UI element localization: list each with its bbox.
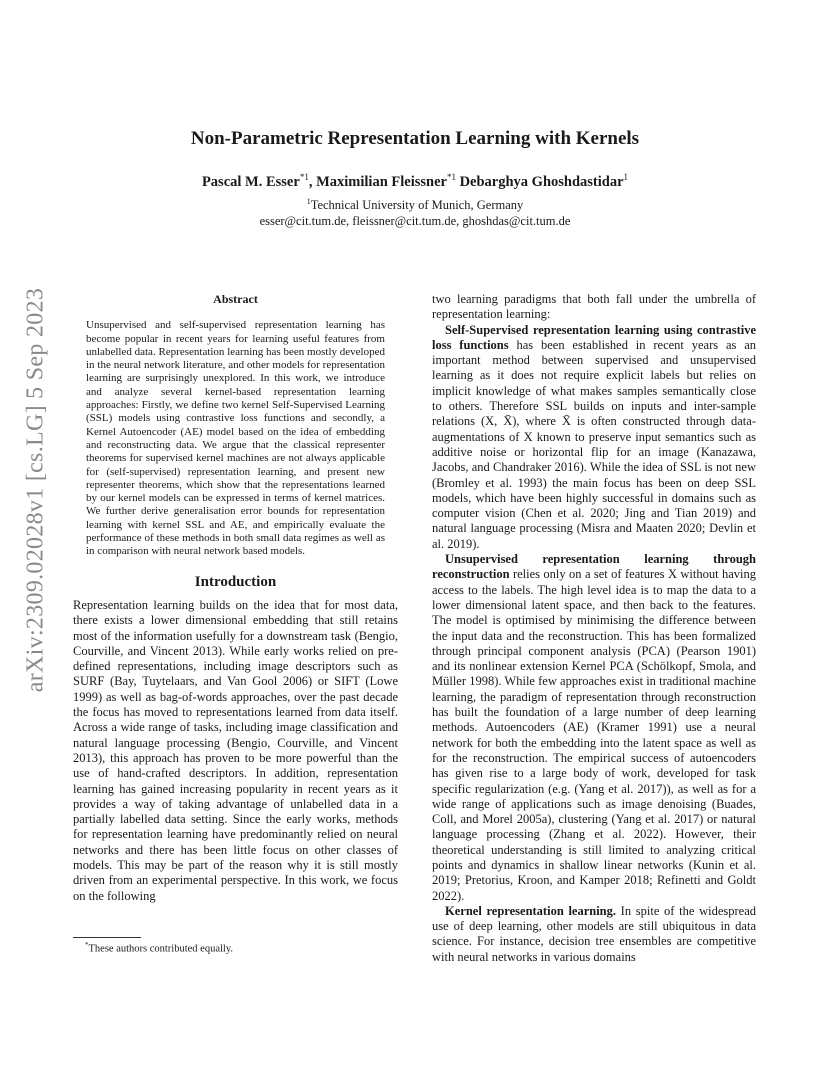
paragraph-continuation: two learning paradigms that both fall under the umbrella of representation learning: <box>432 292 756 322</box>
affiliation-text: Technical University of Munich, Germany <box>310 197 524 212</box>
affiliation-mark: 1 <box>306 196 311 206</box>
arxiv-sidebar <box>22 287 50 693</box>
footnote <box>73 941 233 955</box>
author-emails: esser@cit.tum.de, fleissner@cit.tum.de, ghoshdas@cit.tum.de <box>259 213 571 228</box>
author-name: Maximilian Fleissner <box>316 173 447 190</box>
paper-title: Non-Parametric Representation Learning with Kernels <box>190 128 640 149</box>
introduction-heading: Introduction <box>194 573 277 590</box>
abstract-text: Unsupervised and self-supervised representation learning has become popular in recent years for learning useful features from unlabelled data. Representation learning has been mostly developed in the neural network literature, and other models for representation learning are surprisingly unexplored. In this work, we introduce and analyze several kernel-based representation learning approaches: Firstly, we define two kernel Self-Supervised Learning (SSL) models using contrastive loss functions and secondly, a Kernel Autoencoder (AE) model based on the idea of embedding and reconstructing data. We argue that the classical representer theorems for supervised kernel machines are not always applicable for (self-supervised) representation learning, and present new representer theorems, which show that the representations learned by our kernel models can be expressed in terms of kernel matrices. We further derive generalisation error bounds for representation learning with kernel SSL and AE, and empirically evaluate the performance of these methods in both small data regimes as well as in comparison with neural network based models. <box>86 319 385 558</box>
paragraph-kernel <box>432 904 756 965</box>
footnote-rule <box>73 937 141 938</box>
author-name: Pascal M. Esser <box>201 173 300 190</box>
abstract-heading: Abstract <box>213 292 258 306</box>
footnote-text: These authors contributed equally. <box>88 943 234 955</box>
author-list: Pascal M. Esser$^{*1}$, Maximilian Fleissner$^{*1}$ Debarghya Ghoshdastidar$^1$ <box>201 172 629 190</box>
paragraph-ssl <box>432 323 756 552</box>
ssl-text: has been established in recent years as an important method between supervised and unsupervised learning as it does not require explicit labels but relies on implicit knowledge of what makes samples semantically close to others. Therefore SSL builds on inputs and inter-sample relations (X, X̄), where X̄ is often constructed through data-augmentations of X known to preserve input semantics such as additive noise or horizontal flip for an image (Kanazawa, Jacobs, and Chandraker 2016). While the idea of SSL is not new (Bromley et al. 1993) the main focus has been on deep SSL models, which have been highly successful in domains such as computer vision (Chen et al. 2020; Jing and Tian 2019) and natural language processing (Misra and Maaten 2020; Devlin et al. 2019). <box>432 337 756 551</box>
title-block <box>70 128 760 229</box>
paragraph-unsupervised <box>432 552 756 904</box>
kernel-heading: Kernel representation learning. <box>445 903 617 918</box>
author-name: Debarghya Ghoshdastidar <box>459 173 624 190</box>
kernel-text: In spite of the widespread use of deep learning, other models are still ubiquitous in data science. For instance, decision tree ensembles are competitive with neural networks in various domains <box>432 903 756 964</box>
left-column <box>73 292 398 904</box>
author-mark: *1 <box>299 172 309 182</box>
author-mark: *1 <box>446 172 456 182</box>
ssl-heading: Self-Supervised representation learning using contrastive loss functions <box>432 322 756 352</box>
introduction-paragraph: Representation learning builds on the idea that for most data, there exists a lower dimensional embedding that still retains most of the information usefully for a downstream task (Bengio, Courville, and Vincent 2013). While early works relied on pre-defined representations, including image descriptors such as SURF (Bay, Tuytelaars, and Van Gool 2006) or SIFT (Lowe 1999) as well as bag-of-words approaches, over the past decade the focus has moved to representations learned from data itself. Across a wide range of tasks, including image classification and natural language processing (Bengio, Courville, and Vincent 2013), this approach has proven to be more powerful than the use of hand-crafted descriptors. In addition, representation learning has gained increasing popularity in recent years as it provides a way of taking advantage of unlabelled data in a partially labelled data setting. Since the early works, methods for representation learning have predominantly relied on neural networks and there has been little focus on other classes of models. This may be part of the reason why it is still mostly driven from an experimental perspective. In this work, we focus on the following <box>73 597 398 903</box>
affiliation <box>70 197 760 213</box>
unsupervised-heading: Unsupervised representation learning through reconstruction <box>432 552 756 582</box>
right-column <box>432 292 756 965</box>
unsupervised-text: relies only on a set of features X without having access to the labels. The high level idea is to map the data to a lower dimensional latent space, and then back to the features. The model is optimised by minimising the difference between the input data and the reconstruction. This has been formalized through principal component analysis (PCA) (Pearson 1901) and its nonlinear extension Kernel PCA (Schölkopf, Smola, and Müller 1998). While few approaches exist in traditional machine learning, the paradigm of representation through reconstruction has built the foundation of a large number of deep learning methods. Autoencoders (AE) (Kramer 1991) use a neural network for both the embedding into the latent space as well as for the reconstruction. The empirical success of autoencoders has given rise to a large body of work, developed for task specific regularization (e.g. (Yang et al. 2017)), as well as for a wide range of applications such as image denoising (Buades, Coll, and Morel 2005a), clustering (Yang et al. 2017) or natural language processing (Zhang et al. 2022). However, their theoretical understanding is still limited to analyzing critical points and dynamics in shallow linear networks (Kunin et al. 2019; Pretorius, Kroon, and Kamper 2018; Refinetti and Goldt 2022). <box>432 567 756 903</box>
footnote-mark: * <box>85 941 89 949</box>
author-mark: 1 <box>623 172 629 182</box>
arxiv-identifier: arXiv:2309.02028v1 [cs.LG] 5 Sep 2023 <box>22 287 49 693</box>
